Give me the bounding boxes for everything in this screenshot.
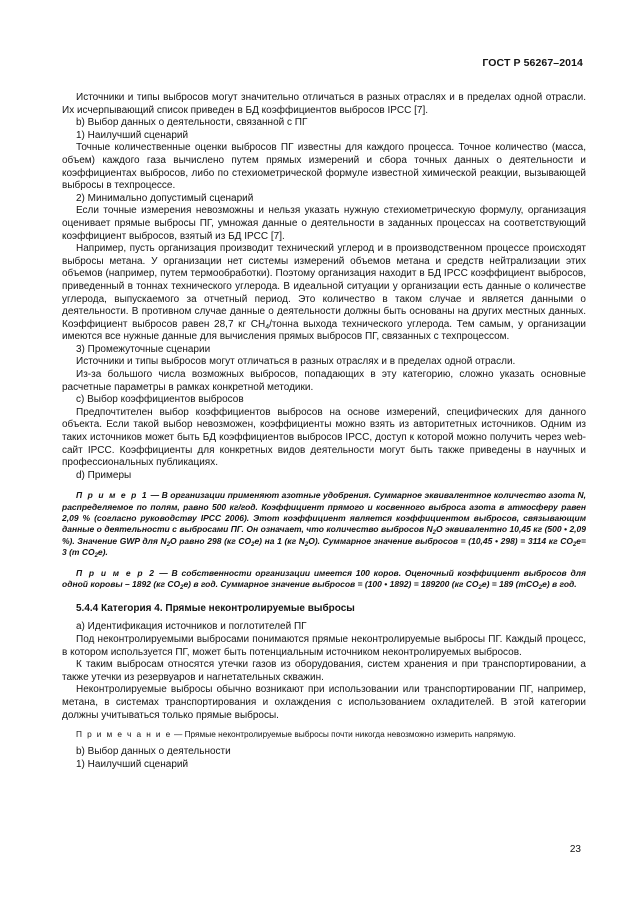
page-number: 23 <box>569 844 581 855</box>
list-item: c) Выбор коэффициентов выбросов <box>76 394 244 406</box>
list-item: b) Выбор данных о деятельности, связанной с ПГ <box>76 117 308 129</box>
note: П р и м е ч а н и е — Прямые неконтролируемые выбросы почти никогда невозможно измерить напрямую. <box>76 729 516 740</box>
section-heading: 5.4.4 Категория 4. Прямые неконтролируемые выбросы <box>76 602 355 614</box>
paragraph: Если точные измерения невозможны и нельзя указать нужную стехиометрическую формулу, организация оценивает прямые выбросы ПГ, умножая данные о деятельности в заданных процессах на соответствующий коэффициент выбросов, взятый из БД IPCC [7]. <box>62 205 586 242</box>
document-header: ГОСТ Р 56267–2014 <box>482 57 583 69</box>
paragraph: Точные количественные оценки выбросов ПГ известны для каждого процесса. Точное количество (масса, объем) каждого газа вычислено путем прямых измерений и сбора точных данных о деятельности и коэффициентах выбросов, либо по стехиометрической формуле известной химической реакции, вызывающей выбросы в техпроцессе. <box>62 142 586 192</box>
paragraph: Из-за большого числа возможных выбросов, попадающих в эту категорию, сложно указать основные расчетные параметры в рамках конкретной методики. <box>62 369 586 393</box>
paragraph: Неконтролируемые выбросы обычно возникают при использовании или транспортировании ПГ, например, метана, в системах транспортирования и охлаждения с использованием охладителей. В этой категории должны учитываться только прямые выбросы. <box>62 684 586 721</box>
list-item: 1) Наилучший сценарий <box>76 758 189 770</box>
list-item: 1) Наилучший сценарий <box>76 129 189 141</box>
list-item: 3) Промежуточные сценарии <box>76 343 211 355</box>
paragraph: Источники и типы выбросов могут отличаться в разных отраслях и в пределах одной отрасли. <box>76 356 516 368</box>
example-2: П р и м е р 2 — В собственности организации имеется 100 коров. Оценочный коэффициент выбросов для одной коровы – 1892 (кг $CO_2е$) в год. Суммарное значение выбросов = (100 • 1892) = 189200 (кг $CO_2е) = 189$ (тCO$_2$е) в год. <box>62 568 586 592</box>
paragraph: Предпочтителен выбор коэффициентов выбросов на основе измерений, специфических для данного объекта. Если такой выбор невозможен, коэффициенты можно взять из авторитетных источников. Одним из таких источников может быть БД коэффициентов выбросов IPCC, доступ к которой можно получить через web-сайт IPCC. Коэффициенты для конкретных видов деятельности могут быть также приведены в научных и профессиональных публикациях. <box>62 406 586 469</box>
paragraph: Под неконтролируемыми выбросами понимаются прямые неконтролируемые выбросы ПГ. Каждый процесс, в котором используется ПГ, может быть потенциальным источником неконтролируемых выбросов. <box>62 633 586 658</box>
paragraph: Источники и типы выбросов могут значительно отличаться в разных отраслях и в пределах одной отрасли. Их исчерпывающий список приведен в БД коэффициентов выбросов IPCC [7]. <box>62 92 586 116</box>
paragraph: Например, пусть организация производит технический углерод и в производственном процессе происходят выбросы метана. У организации нет системы измерений объемов метана и средств нейтрализации этих объемов (например, путем термообработки). Поэтому организация находит в БД IPCC коэффициент выбросов, приведенный в тоннах технического углерода. В идеальной ситуации у организации есть данные о количестве углерода, выпускаемого за отчетный период. Это количество в таком случае и является данными о деятельности. В противном случае данные о деятельности должны быть основаны на других местных данных. Коэффициент выбросов равен 28,7 кг $CH_4$/тонна выхода технического углерода. Тем самым, у организации имеются все нужные данные для вычисления прямых выбросов ПГ, связанных с техпроцессом. <box>62 243 586 343</box>
page-body <box>62 92 586 771</box>
list-item: 2) Минимально допустимый сценарий <box>76 192 254 204</box>
list-item: d) Примеры <box>76 469 132 481</box>
paragraph: К таким выбросам относятся утечки газов из оборудования, систем хранения и при транспортировании, а также утечки из резервуаров и нагнетательных скважин. <box>62 659 586 683</box>
list-item: a) Идентификация источников и поглотителей ПГ <box>76 621 307 633</box>
list-item: b) Выбор данных о деятельности <box>76 746 231 758</box>
example-1: П р и м е р 1 — В организации применяют азотные удобрения. Суммарное эквивалентное количество азота N, распределяемое по полям, равно 500 кг/год. Коэффициент прямого и косвенного выброса азота в атмосферу равен 2,09 % (согласно руководству IPCC 2006). Этот коэффициент является коэффициентом выбросов, связывающим данные о деятельности с выбросами ПГ. Он означает, что количество выбросов $N_2O$ эквивалентно 10,45 кг (500 • 2,09 %). Значение GWP для $N_2O$ равно 298 (кг $CO_2е$) на 1 (кг $N_2O$). Суммарное значение выбросов = (10,45 • 298) = 3114 кг $CO_2е= 3$ (т $CO_2е$). <box>62 490 586 559</box>
